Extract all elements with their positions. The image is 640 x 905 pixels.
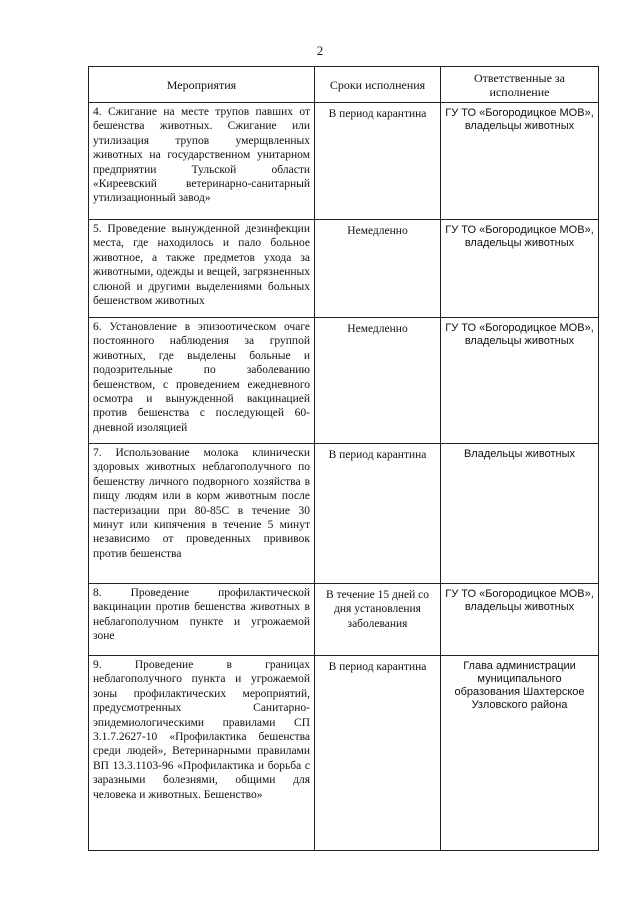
header-responsible: Ответственные за исполнение — [441, 67, 599, 103]
term-cell: Немедленно — [315, 220, 441, 318]
table-row — [89, 584, 599, 656]
header-deadlines: Сроки исполнения — [315, 67, 441, 103]
task-cell: 4. Сжигание на месте трупов павших от бешенства животных. Сжигание или утилизация трупов умерщвленных животных на государственном унитарном предприятии Тульской области «Киреевский ветеринарно-санитарный утилизационный завод» — [89, 103, 315, 220]
task-cell: 8. Проведение профилактической вакцинации против бешенства животных в неблагополучном пункте и угрожаемой зоне — [89, 584, 315, 656]
term-cell: В период карантина — [315, 103, 441, 220]
term-cell: В период карантина — [315, 656, 441, 851]
page-number: 2 — [316, 43, 324, 58]
task-cell: 6. Установление в эпизоотическом очаге постоянного наблюдения за группой животных, где выделены больные и подозрительные по заболеванию бешенством, с проведением ежедневного осмотра и вынужденной вакцинацией против бешенства с последующей 60-дневной изоляцией — [89, 318, 315, 444]
table-row — [89, 103, 599, 220]
task-cell: 5. Проведение вынужденной дезинфекции места, где находилось и пало больное животное, а также предметов ухода за животными, одежды и вещей, загрязненных слюной и другими выделениями больных бешенством животных — [89, 220, 315, 318]
table-body — [89, 103, 599, 851]
task-cell: 9. Проведение в границах неблагополучного пункта и угрожаемой зоны профилактических мероприятий, предусмотренных Санитарно-эпидемиологическими правилами СП 3.1.7.2627-10 «Профилактика бешенства среди людей», Ветеринарными правилами ВП 13.3.1103-96 «Профилактика и борьба с заразными болезнями, общими для человека и животных. Бешенство» — [89, 656, 315, 851]
responsible-cell: Владельцы животных — [441, 444, 599, 584]
term-cell: Немедленно — [315, 318, 441, 444]
responsible-cell: ГУ ТО «Богородицкое МОВ», владельцы животных — [441, 220, 599, 318]
header-row — [89, 67, 599, 103]
responsible-cell: ГУ ТО «Богородицкое МОВ», владельцы животных — [441, 318, 599, 444]
table-row — [89, 220, 599, 318]
table-row — [89, 444, 599, 584]
term-cell: В течение 15 дней со дня установления заболевания — [315, 584, 441, 656]
responsible-cell: ГУ ТО «Богородицкое МОВ», владельцы животных — [441, 103, 599, 220]
task-cell: 7. Использование молока клинически здоровых животных неблагополучного по бешенству личного подворного хозяйства в пищу людям или в корм животным после пастеризации при 80-85С в течение 30 минут или кипячения в течение 5 минут независимо от проведенных прививок против бешенства — [89, 444, 315, 584]
responsible-cell: ГУ ТО «Богородицкое МОВ», владельцы животных — [441, 584, 599, 656]
responsible-cell: Глава администрации муниципального образования Шахтерское Узловского района — [441, 656, 599, 851]
measures-table — [88, 66, 599, 851]
table-header — [89, 67, 599, 103]
table-row — [89, 318, 599, 444]
table-row — [89, 656, 599, 851]
header-measures: Мероприятия — [89, 67, 315, 103]
term-cell: В период карантина — [315, 444, 441, 584]
